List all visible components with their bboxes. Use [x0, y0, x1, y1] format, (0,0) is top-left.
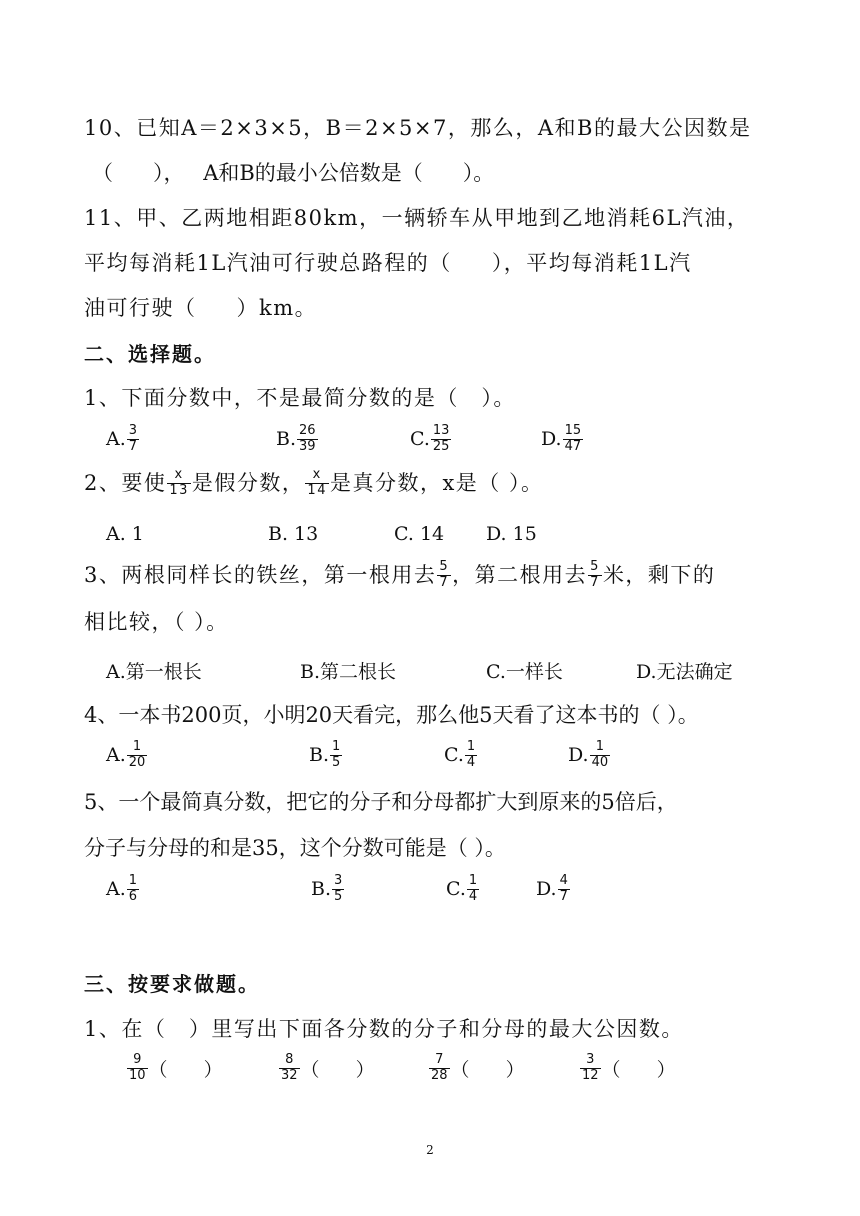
choice-2-option-b[interactable]: B. 13 [268, 523, 319, 545]
choice-4-option-b[interactable] [309, 740, 343, 771]
option-label: A. [106, 428, 126, 451]
blank-close: ） [656, 1058, 676, 1081]
stem-text: 是真分数，x是（ ）。 [329, 470, 544, 495]
option-fraction: $\frac{1}{4}$ [466, 739, 476, 770]
page-number: 2 [426, 1143, 434, 1157]
option-label: D. [568, 744, 589, 767]
option-label: C. [444, 744, 464, 767]
stem-text: 是假分数， [191, 470, 305, 495]
choice-2-option-a[interactable]: A. 1 [106, 523, 144, 545]
choice-4-option-d[interactable] [568, 740, 611, 771]
choice-2-option-d[interactable]: D. 15 [486, 523, 537, 545]
choice-5-stem-line-1: 5、一个最简真分数，把它的分子和分母都扩大到原来的5倍后， [84, 790, 678, 814]
question-11-line-3 [84, 298, 317, 319]
option-fraction: $\frac{3}{5}$ [334, 873, 343, 904]
blank-close: ） [203, 1058, 223, 1081]
item-fraction: $\frac{3}{12}$ [582, 1052, 599, 1083]
choice-3-option-d[interactable]: D.无法确定 [636, 661, 733, 683]
blank-close: ） [355, 1058, 375, 1081]
option-label: A. [106, 878, 126, 901]
choice-5-option-d[interactable] [536, 874, 571, 905]
blank-open: （ [601, 1058, 621, 1081]
option-fraction: $\frac{4}{7}$ [559, 873, 568, 904]
choice-5-option-c[interactable] [446, 874, 480, 905]
gcd-item-9-10 [126, 1053, 223, 1084]
option-label: A. [106, 744, 126, 767]
option-label: B. [311, 878, 332, 901]
section-2-heading: 二、选择题。 [84, 342, 216, 366]
option-fraction: $\frac{1}{5}$ [332, 739, 341, 770]
stem-text: 2、要使 [84, 470, 167, 495]
option-label: B. [276, 428, 297, 451]
choice-2-option-c[interactable]: C. 14 [394, 523, 445, 545]
option-fraction: $\frac{1}{6}$ [128, 873, 138, 904]
option-fraction: $\frac{3}{7}$ [128, 423, 138, 454]
option-label: C. [410, 428, 430, 451]
gcd-item-3-12 [579, 1053, 676, 1084]
fraction-x-13: $\frac{x}{13}$ [169, 467, 189, 498]
blank-open: （ [300, 1058, 320, 1081]
item-fraction: $\frac{9}{10}$ [129, 1052, 146, 1083]
option-fraction: $\frac{26}{39}$ [299, 423, 316, 454]
item-fraction: $\frac{7}{28}$ [431, 1052, 448, 1083]
choice-3-option-a[interactable]: A.第一根长 [106, 661, 202, 683]
lcm-text: A和B的最小公倍数是（ [203, 161, 423, 185]
stem-text: 米，剩下的 [602, 562, 716, 587]
q11-text-b: ），平均每消耗1L汽 [491, 251, 692, 275]
option-label: D. [536, 878, 557, 901]
stem-text: 3、两根同样长的铁丝，第一根用去 [84, 562, 437, 587]
stem-text: ，第二根用去 [452, 562, 588, 587]
choice-3-stem-line-1 [84, 560, 715, 591]
q11-text-a: 平均每消耗1L汽油可行驶总路程的（ [84, 251, 452, 275]
q11-text-d: ）km。 [236, 296, 318, 320]
option-fraction: $\frac{13}{25}$ [432, 423, 450, 454]
blank-open: （ [148, 1058, 168, 1081]
choice-1-option-b[interactable] [276, 424, 319, 455]
choice-4-option-c[interactable] [444, 740, 478, 771]
choice-1-option-d[interactable] [541, 424, 584, 455]
blank-open: （ [450, 1058, 470, 1081]
answer-blank-open: （ [92, 161, 113, 185]
option-label: D. [541, 428, 562, 451]
option-fraction: $\frac{15}{47}$ [564, 423, 582, 454]
question-10-line-2 [92, 163, 494, 184]
gcd-item-7-28 [428, 1053, 525, 1084]
answer-blank-close: ）， [153, 161, 185, 185]
problem-1-stem: 1、在（ ）里写出下面各分数的分子和分母的最大公因数。 [84, 1017, 684, 1041]
fraction-x-14: $\frac{x}{14}$ [307, 467, 327, 498]
option-fraction: $\frac{1}{20}$ [128, 739, 146, 770]
gcd-item-8-32 [278, 1053, 375, 1084]
option-label: B. [309, 744, 330, 767]
option-label: C. [446, 878, 466, 901]
section-3-heading: 三、按要求做题。 [84, 972, 260, 996]
question-10-line-1: 10、已知A＝2×3×5，B＝2×5×7，那么，A和B的最大公因数是 [84, 116, 752, 140]
question-11-line-2 [84, 253, 692, 274]
choice-5-stem-line-2: 分子与分母的和是35，这个分数可能是（ ）。 [84, 836, 506, 860]
choice-5-option-a[interactable] [106, 874, 140, 905]
q11-text-c: 油可行驶（ [84, 296, 197, 320]
item-fraction: $\frac{8}{32}$ [281, 1052, 298, 1083]
option-fraction: $\frac{1}{40}$ [591, 739, 609, 770]
choice-1-stem: 1、下面分数中，不是最简分数的是（ ）。 [84, 386, 516, 410]
fraction-5-7: $\frac{5}{7}$ [590, 559, 600, 590]
question-11-line-1: 11、甲、乙两地相距80km，一辆轿车从甲地到乙地消耗6L汽油， [84, 206, 750, 230]
answer-blank-close: ）。 [462, 161, 495, 185]
choice-2-stem [84, 468, 544, 499]
choice-3-option-b[interactable]: B.第二根长 [300, 661, 397, 683]
choice-4-option-a[interactable] [106, 740, 148, 771]
choice-4-stem: 4、一本书200页，小明20天看完，那么他5天看了这本书的（ ）。 [84, 703, 699, 727]
choice-5-option-b[interactable] [311, 874, 345, 905]
choice-1-option-a[interactable] [106, 424, 140, 455]
fraction-5-7: $\frac{5}{7}$ [439, 559, 450, 590]
option-fraction: $\frac{1}{4}$ [468, 873, 478, 904]
choice-3-option-c[interactable]: C.一样长 [486, 661, 563, 683]
choice-1-option-c[interactable] [410, 424, 452, 455]
blank-close: ） [505, 1058, 525, 1081]
choice-3-stem-line-2: 相比较，（ ）。 [84, 610, 229, 634]
